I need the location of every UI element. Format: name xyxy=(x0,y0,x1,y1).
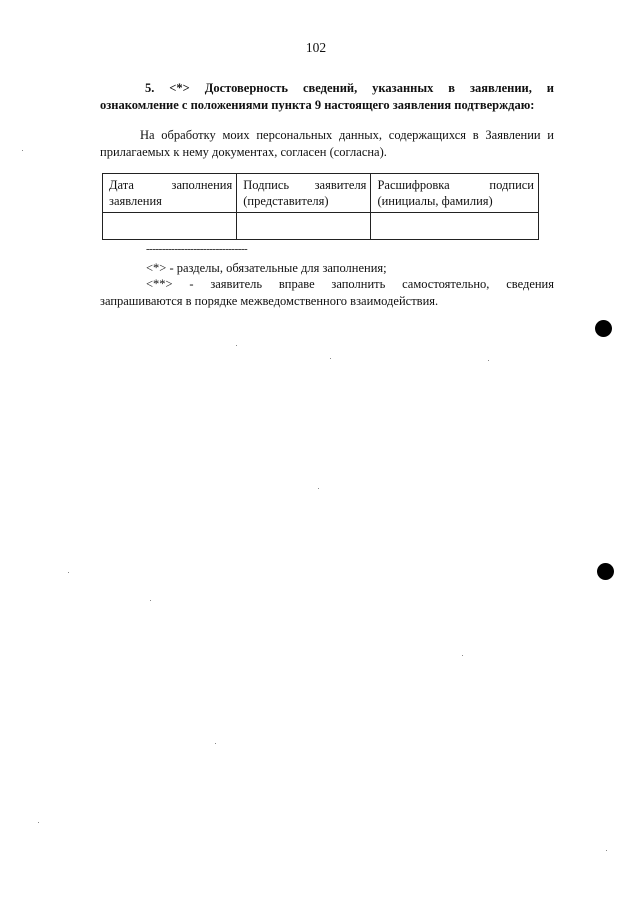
consent-paragraph xyxy=(100,127,554,161)
scan-speck xyxy=(462,655,463,656)
scan-speck xyxy=(150,600,151,601)
section-heading-line-2: ознакомление с положениями пункта 9 настоящего заявления подтверждаю: xyxy=(100,98,535,112)
scan-speck xyxy=(606,850,607,851)
column-header-signature-line-1: Подпись заявителя xyxy=(243,178,367,192)
footnote-separator: -------------------------------- xyxy=(146,243,248,255)
scan-speck xyxy=(215,743,216,744)
footnote-optional-line-1: <**> - заявитель вправе заполнить самостоятельно, сведения xyxy=(146,277,554,291)
signature-table-header-row xyxy=(103,174,539,213)
column-header-name-decoding xyxy=(371,174,539,213)
footnote-required: <*> - разделы, обязательные для заполнения; xyxy=(146,261,387,275)
consent-line-1: На обработку моих персональных данных, содержащихся в Заявлении и xyxy=(140,128,554,142)
section-heading xyxy=(100,80,554,114)
scan-speck xyxy=(330,358,331,359)
signature-cell[interactable] xyxy=(237,213,371,240)
scan-speck xyxy=(38,822,39,823)
punch-hole-top xyxy=(595,320,612,337)
footnote-optional-line-2: запрашиваются в порядке межведомственного взаимодействия. xyxy=(100,294,439,308)
consent-line-2: прилагаемых к нему документах, согласен (согласна). xyxy=(100,145,387,159)
column-header-signature xyxy=(237,174,371,213)
scan-speck xyxy=(22,150,23,151)
scan-speck xyxy=(488,360,489,361)
column-header-date xyxy=(103,174,237,213)
column-header-date-line-1: Дата заполнения xyxy=(109,178,233,192)
signature-table-blank-row xyxy=(103,213,539,240)
column-header-name-decoding-line-2: (инициалы, фамилия) xyxy=(377,194,493,208)
scan-speck xyxy=(236,345,237,346)
column-header-name-decoding-line-1: Расшифровка подписи xyxy=(377,178,534,192)
date-cell[interactable] xyxy=(103,213,237,240)
scan-speck xyxy=(68,572,69,573)
column-header-date-line-2: заявления xyxy=(109,194,162,208)
section-heading-line-1: 5. <*> Достоверность сведений, указанных в заявлении, и xyxy=(145,81,554,95)
name-decoding-cell[interactable] xyxy=(371,213,539,240)
footnote-optional xyxy=(100,276,554,310)
signature-table xyxy=(102,173,539,240)
punch-hole-bottom xyxy=(597,563,614,580)
page-number: 102 xyxy=(305,40,327,55)
scan-speck xyxy=(318,488,319,489)
column-header-signature-line-2: (представителя) xyxy=(243,194,329,208)
